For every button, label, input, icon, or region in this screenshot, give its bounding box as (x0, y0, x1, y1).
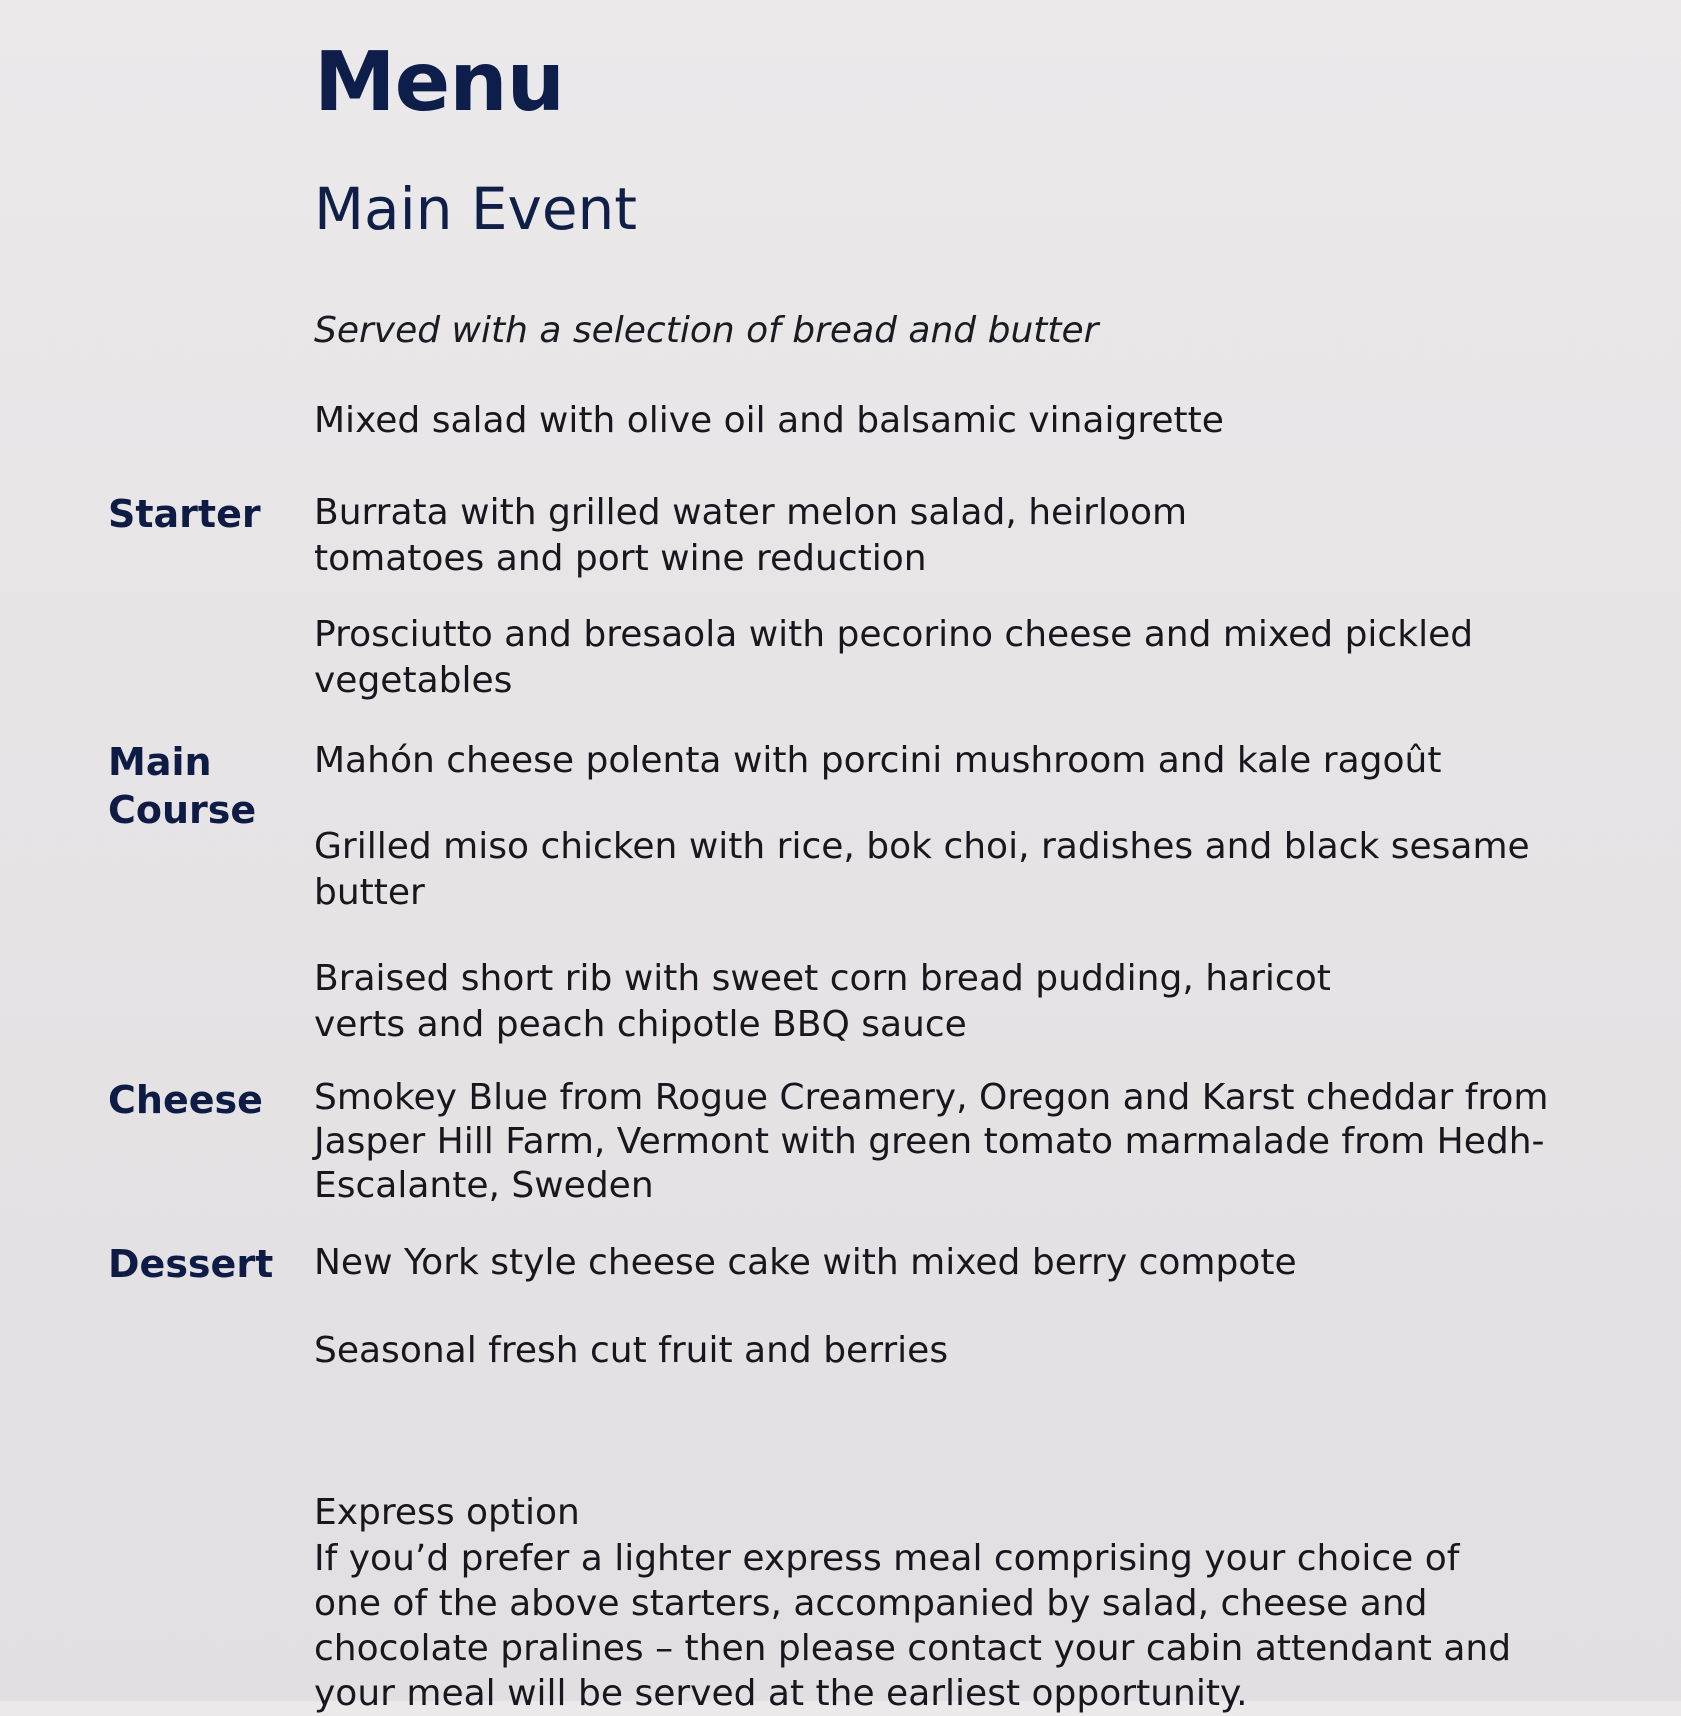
menu-item: Prosciutto and bresaola with pecorino cheese and mixed pickled vegetables (314, 614, 1474, 701)
menu-item: Seasonal fresh cut fruit and berries (314, 1330, 949, 1371)
course-label-dessert: Dessert (108, 1242, 274, 1286)
course-label-main: Main Course (108, 740, 257, 832)
express-option (314, 1490, 1514, 1716)
menu-item: Burrata with grilled water melon salad, heirloom tomatoes and port wine reduction (314, 492, 1188, 579)
salad-line: Mixed salad with olive oil and balsamic vinaigrette (314, 400, 1224, 441)
course-label-starter: Starter (108, 492, 261, 536)
menu-item: Braised short rib with sweet corn bread pudding, haricot verts and peach chipotle BBQ sauce (314, 958, 1331, 1045)
cheese-items (314, 1076, 1644, 1208)
express-body: If you’d prefer a lighter express meal comprising your choice of one of the above starters, accompanied by salad, cheese and chocolate pralines – then please contact your cabin attendant and your meal will be served at the earliest opportunity. (314, 1538, 1512, 1714)
express-title: Express option (314, 1492, 580, 1533)
main-items (314, 738, 1644, 1048)
menu-title: Menu (314, 35, 564, 130)
course-label-cheese: Cheese (108, 1078, 263, 1122)
menu-item: Mahón cheese polenta with porcini mushroom and kale ragoût (314, 740, 1442, 781)
menu-item: New York style cheese cake with mixed berry compote (314, 1242, 1297, 1283)
menu-item: Smokey Blue from Rogue Creamery, Oregon and Karst cheddar from Jasper Hill Farm, Vermont with green tomato marmalade from Hedh-Escalante, Sweden (314, 1077, 1549, 1206)
bread-note: Served with a selection of bread and butter (314, 310, 1099, 351)
dessert-items (314, 1240, 1644, 1374)
starter-items (314, 490, 1644, 704)
menu-item: Grilled miso chicken with rice, bok choi, radishes and black sesame butter (314, 826, 1530, 913)
menu-subtitle: Main Event (314, 175, 638, 243)
